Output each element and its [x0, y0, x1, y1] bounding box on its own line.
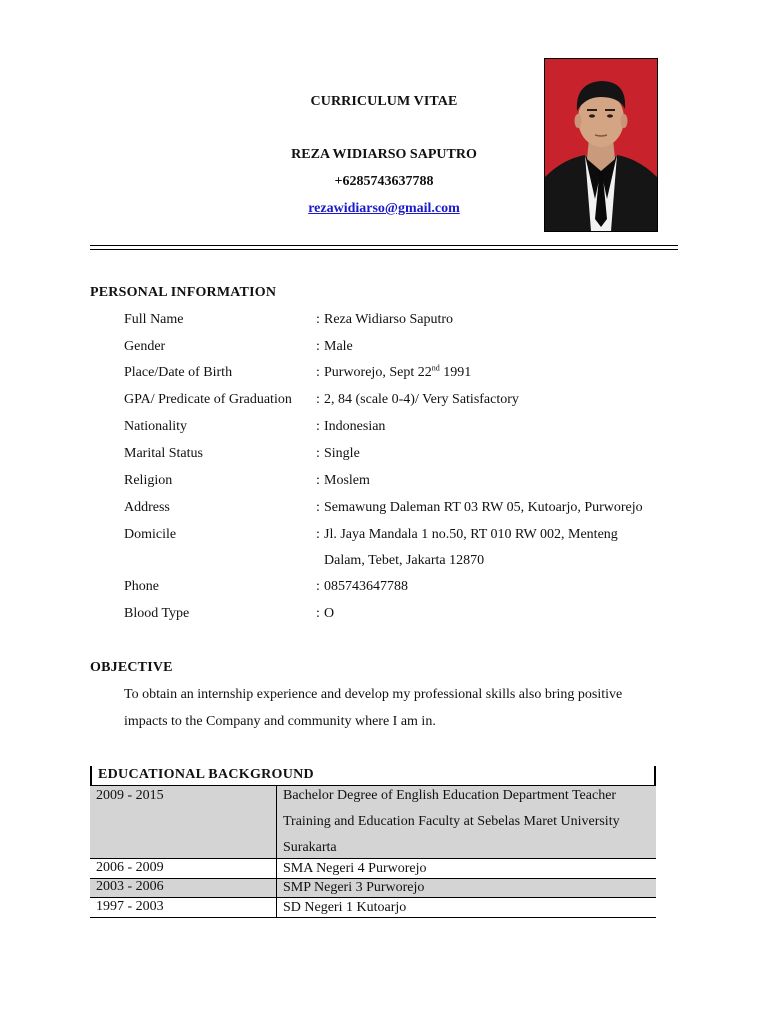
header-divider-top	[90, 245, 678, 246]
birth-value-main: Purworejo, Sept 22	[324, 365, 432, 380]
blood-type-label: Blood Type	[124, 606, 190, 621]
birth-value-year: 1991	[439, 365, 472, 380]
table-line	[90, 917, 656, 918]
address-label: Address	[124, 500, 170, 515]
personal-information-heading: PERSONAL INFORMATION	[90, 285, 277, 300]
colon: :	[316, 527, 320, 542]
domicile-label: Domicile	[124, 527, 177, 542]
education-school: SD Negeri 1 Kutoarjo	[283, 900, 407, 915]
education-period: 1997 - 2003	[96, 899, 164, 914]
address-value: Semawung Daleman RT 03 RW 05, Kutoarjo, Purworejo	[324, 500, 643, 515]
education-row	[90, 898, 656, 917]
religion-value: Moslem	[324, 473, 370, 488]
colon: :	[316, 312, 320, 327]
phone-label: Phone	[124, 579, 159, 594]
full-name-value: Reza Widiarso Saputro	[324, 312, 454, 327]
colon: :	[316, 579, 320, 594]
marital-status-label: Marital Status	[124, 446, 203, 461]
objective-text-line-2: impacts to the Company and community where I am in.	[124, 714, 436, 729]
religion-label: Religion	[124, 473, 173, 488]
gpa-label: GPA/ Predicate of Graduation	[124, 392, 292, 407]
education-heading: EDUCATIONAL BACKGROUND	[98, 767, 314, 782]
colon: :	[316, 473, 320, 488]
education-row	[90, 786, 656, 858]
objective-heading: OBJECTIVE	[90, 660, 173, 675]
birth-label: Place/Date of Birth	[124, 365, 233, 380]
birth-value	[324, 365, 471, 381]
nationality-label: Nationality	[124, 419, 187, 434]
full-name-label: Full Name	[124, 312, 184, 327]
objective-text-line-1: To obtain an internship experience and develop my professional skills also bring positive	[124, 687, 623, 702]
profile-photo	[544, 58, 658, 232]
nationality-value: Indonesian	[324, 419, 386, 434]
education-school: SMP Negeri 3 Purworejo	[283, 880, 425, 895]
colon: :	[316, 365, 320, 380]
colon: :	[316, 392, 320, 407]
gender-value: Male	[324, 339, 353, 354]
birth-value-ordinal: nd	[431, 363, 440, 373]
education-period: 2009 - 2015	[96, 788, 164, 803]
colon: :	[316, 446, 320, 461]
domicile-value-continued: Dalam, Tebet, Jakarta 12870	[324, 553, 485, 568]
phone-value: 085743647788	[324, 579, 408, 594]
header-divider-bottom	[90, 249, 678, 250]
gpa-value: 2, 84 (scale 0-4)/ Very Satisfactory	[324, 392, 519, 407]
colon: :	[316, 606, 320, 621]
education-school: Bachelor Degree of English Education Department Teacher Training and Education Faculty at Sebelas Maret University Surakarta	[283, 788, 620, 855]
candidate-phone: +6285743637788	[334, 174, 434, 189]
education-period: 2003 - 2006	[96, 879, 164, 894]
education-period: 2006 - 2009	[96, 860, 164, 875]
gender-label: Gender	[124, 339, 166, 354]
colon: :	[316, 500, 320, 515]
colon: :	[316, 339, 320, 354]
domicile-value: Jl. Jaya Mandala 1 no.50, RT 010 RW 002, Menteng	[324, 527, 618, 542]
candidate-email-link[interactable]: rezawidiarso@gmail.com	[308, 201, 460, 216]
marital-status-value: Single	[324, 446, 360, 461]
education-school: SMA Negeri 4 Purworejo	[283, 861, 427, 876]
document-title: CURRICULUM VITAE	[310, 94, 458, 109]
blood-type-value: O	[324, 606, 335, 621]
table-column-divider	[276, 786, 277, 917]
candidate-name: REZA WIDIARSO SAPUTRO	[291, 147, 477, 162]
colon: :	[316, 419, 320, 434]
